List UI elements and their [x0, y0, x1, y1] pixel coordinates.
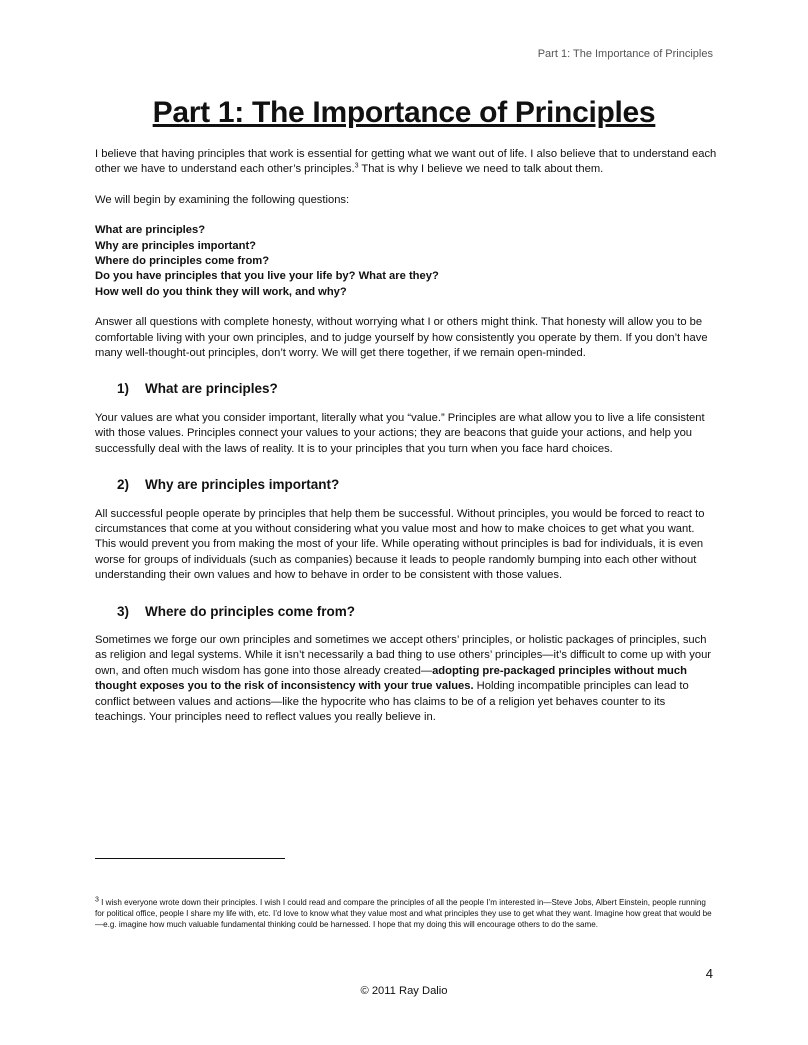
honesty-paragraph: Answer all questions with complete honesty, without worrying what I or others might think. That honesty will allow you to be comfortable living with your own principles, and to judge yourself by how consistently you operate by them. If you don’t have many well-thought-out principles, don’t worry. We will get there together, if we remain open-minded. — [95, 316, 708, 360]
intro-paragraph — [95, 147, 717, 178]
footnote-divider — [95, 858, 285, 859]
footnote-reference: 3 — [354, 162, 359, 170]
section-body-emphasis: adopting pre-packaged principles without much thought exposes you to the risk of inconsistency with your true values. — [95, 664, 687, 693]
main-content — [95, 147, 717, 740]
copyright-notice: © 2011 Ray Dalio — [360, 985, 448, 997]
section-heading — [95, 604, 717, 619]
question-item: What are principles? — [95, 224, 206, 237]
question-item: Do you have principles that you live your life by? What are they? — [95, 270, 439, 283]
section-body-end: Holding incompatible principles can lead to conflict between values and actions—like the hypocrite who has claims to be of a religion yet behaves counter to its teachings. Your principles need to reflect values you really believe in. — [95, 680, 689, 723]
section-where-principles-come-from — [95, 604, 717, 726]
page-number: 4 — [705, 966, 713, 981]
section-heading — [95, 477, 717, 492]
section-title: What are principles? — [145, 381, 278, 397]
lead-in-paragraph: We will begin by examining the following questions: — [95, 193, 350, 206]
question-item: Where do principles come from? — [95, 255, 270, 268]
footnote-text: I wish everyone wrote down their principles. I wish I could read and compare the principles of all the people I’m interested in—Steve Jobs, Albert Einstein, people running for political office, people I share my life with, etc. I’d love to know what they value most and what principles they use to get what they want. Imagine how great that would be—e.g. imagine how much valuable fundamental thinking could be harnessed. I hope that my doing this will encourage others to do the same. — [95, 898, 712, 930]
intro-text: I believe that having principles that work is essential for getting what we want out of life. I also believe that to understand each other we have to understand each other’s principles. — [95, 148, 717, 176]
section-title: Why are principles important? — [145, 477, 340, 493]
section-why-principles-important — [95, 477, 717, 583]
question-item: Why are principles important? — [95, 239, 257, 252]
footnote-marker: 3 — [95, 896, 99, 904]
section-body-start: Sometimes we forge our own principles and sometimes we accept others’ principles, or holistic packages of principles, such as religion and legal systems. While it isn’t necessarily a bad thing to use others’ principles—it’s difficult to come up with your own, and often much wisdom has gone into those already created— — [95, 633, 712, 677]
section-what-are-principles — [95, 381, 717, 457]
section-number: 2) — [117, 477, 130, 493]
question-item: How well do you think they will work, and why? — [95, 285, 347, 298]
section-body: Your values are what you consider important, literally what you “value.” Principles are what allow you to live a life consistent with those values. Principles connect your values to your actions; they are beacons that guide your actions, and help you successfully deal with the laws of reality. It is to your principles that you turn when you face hard choices. — [95, 411, 705, 455]
section-number: 3) — [117, 603, 130, 619]
section-title: Where do principles come from? — [145, 603, 356, 619]
section-number: 1) — [117, 381, 130, 397]
running-header: Part 1: The Importance of Principles — [537, 48, 713, 60]
question-list — [95, 223, 717, 300]
section-heading — [95, 381, 717, 396]
section-body — [95, 633, 717, 725]
footnote — [95, 897, 717, 931]
intro-text-after: That is why I believe we need to talk about them. — [358, 163, 604, 176]
page-title: Part 1: The Importance of Principles — [152, 96, 656, 129]
section-body: All successful people operate by principles that help them be successful. Without principles, you would be forced to react to circumstances that come at you without considering what you value most and how to make choices to get what you want. This would prevent you from making the most of your life. While operating without principles is bad for individuals, it is even worse for groups of individuals (such as companies) because it leads to people randomly bumping into each other without understanding their own values and how to behave in order to be consistent with those values. — [95, 507, 705, 582]
